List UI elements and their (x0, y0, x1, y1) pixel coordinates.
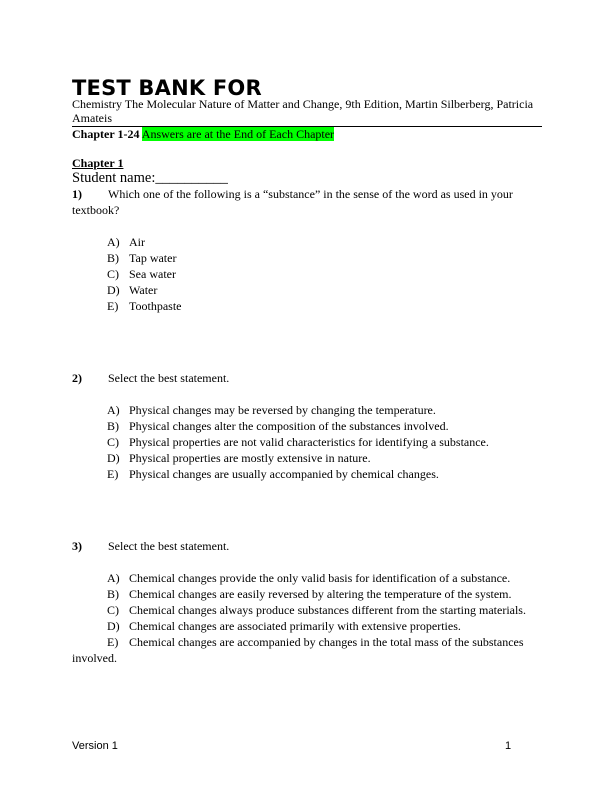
question-1-options (107, 234, 181, 314)
option: D) Physical properties are mostly extensive in nature. (107, 451, 371, 465)
chapter-range: Chapter 1-24 (72, 127, 140, 141)
question-2 (72, 370, 540, 386)
option: E) Physical changes are usually accompanied by chemical changes. (107, 467, 439, 481)
option: D) Chemical changes are associated primarily with extensive properties. (107, 619, 461, 633)
answers-note: Answers are at the End of Each Chapter (141, 127, 335, 141)
option: B) Chemical changes are easily reversed by altering the temperature of the system. (107, 587, 512, 601)
option: A) Physical changes may be reversed by changing the temperature. (107, 403, 436, 417)
book-subtitle: Chemistry The Molecular Nature of Matter and Change, 9th Edition, Martin Silberberg, Patricia Amateis (72, 97, 534, 125)
option: A) Chemical changes provide the only valid basis for identification of a substance. (107, 571, 511, 585)
option: E) Chemical changes are accompanied by changes in the total mass of the substances involved. (72, 635, 524, 665)
option: B) Physical changes alter the composition of the substances involved. (107, 419, 449, 433)
option: C) Chemical changes always produce substances different from the starting materials. (107, 603, 526, 617)
chapter-heading: Chapter 1 (72, 156, 124, 170)
option: C) Physical properties are not valid characteristics for identifying a substance. (107, 435, 489, 449)
option: B) Tap water (107, 251, 177, 265)
question-stem: Select the best statement. (108, 539, 230, 553)
page-number: 1 (505, 740, 512, 752)
question-number: 1) (72, 187, 82, 201)
question-3 (72, 538, 540, 554)
footer-version: Version 1 (72, 740, 118, 752)
question-number: 3) (72, 539, 82, 553)
chapter-range-line (72, 126, 542, 141)
question-1 (72, 186, 540, 218)
page-title: TEST BANK FOR (72, 76, 262, 100)
option: C) Sea water (107, 267, 176, 281)
question-2-options (107, 402, 489, 482)
question-stem: Select the best statement. (108, 371, 230, 385)
student-name-line: Student name:__________ (72, 170, 228, 186)
option: E) Toothpaste (107, 299, 182, 313)
option: D) Water (107, 283, 158, 297)
question-3-options (107, 570, 526, 634)
option: A) Air (107, 235, 145, 249)
question-number: 2) (72, 371, 82, 385)
question-stem: Which one of the following is a “substance” in the sense of the word as used in your textbook? (72, 187, 513, 217)
